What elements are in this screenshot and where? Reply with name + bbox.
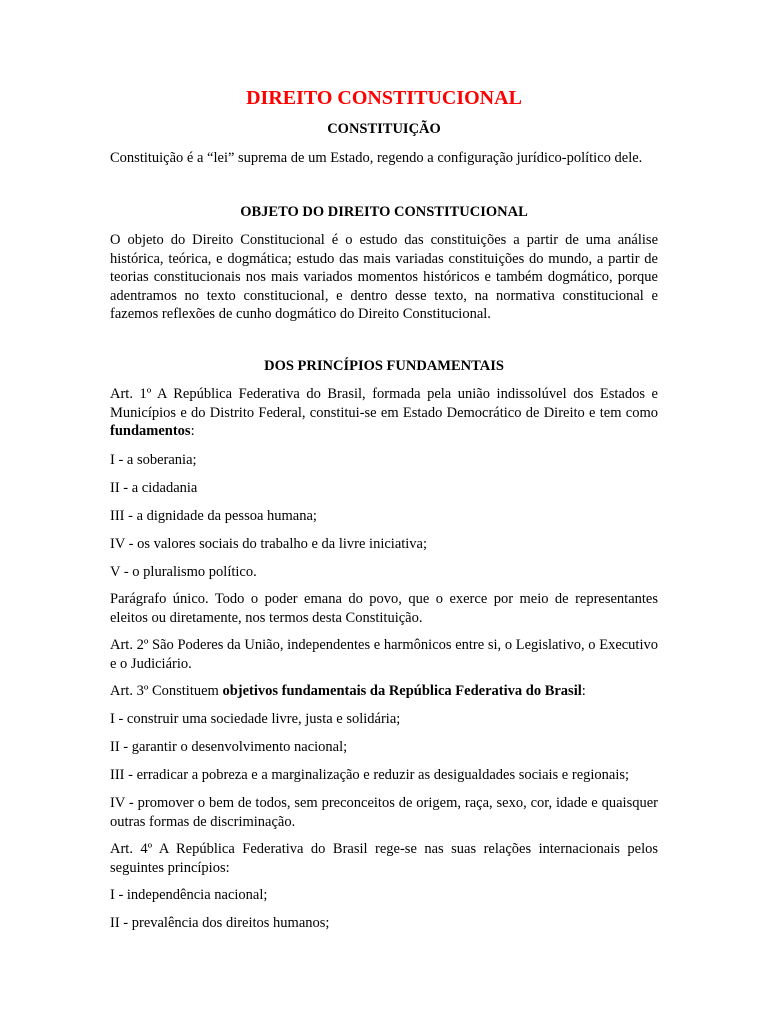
art3-paragraph <box>110 682 658 701</box>
document-title: DIREITO CONSTITUCIONAL <box>246 87 522 109</box>
heading-constituicao: CONSTITUIÇÃO <box>327 121 441 137</box>
heading-objeto: OBJETO DO DIREITO CONSTITUCIONAL <box>240 204 528 220</box>
art4-item-2: II - prevalência dos direitos humanos; <box>110 915 330 931</box>
art3-item-1: I - construir uma sociedade livre, justa e solidária; <box>110 711 401 727</box>
art1-item-3: III - a dignidade da pessoa humana; <box>110 508 317 524</box>
art1-text-after: : <box>190 423 195 439</box>
paragraph-objeto: O objeto do Direito Constitucional é o estudo das constituições a partir de uma análise histórica, teórica, e dogmática; estudo das mais variadas constituições do mundo, a partir de teorias constitucionais nos mais variados momentos históricos e também dogmático, porque adentramos no texto constitucional, e dentro desse texto, na normativa constitucional e fazemos reflexões de cunho dogmático do Direito Constitucional. <box>110 232 658 322</box>
art1-item-4: IV - os valores sociais do trabalho e da livre iniciativa; <box>110 536 428 552</box>
art2-paragraph: Art. 2º São Poderes da União, independentes e harmônicos entre si, o Legislativo, o Executivo e o Judiciário. <box>110 637 658 672</box>
paragraph-constituicao: Constituição é a “lei” suprema de um Estado, regendo a configuração jurídico-político dele. <box>110 150 643 166</box>
heading-principios: DOS PRINCÍPIOS FUNDAMENTAIS <box>264 358 504 374</box>
art3-text: Art. 3º Constituem <box>110 683 223 699</box>
art4-paragraph: Art. 4º A República Federativa do Brasil rege-se nas suas relações internacionais pelos seguintes princípios: <box>110 841 658 876</box>
art1-bold: fundamentos <box>110 423 191 439</box>
art3-item-2: II - garantir o desenvolvimento nacional; <box>110 739 348 755</box>
art1-text: Art. 1º A República Federativa do Brasil, formada pela união indissolúvel dos Estados e Municípios e do Distrito Federal, constitui-se em Estado Democrático de Direito e tem como <box>110 386 658 421</box>
art1-item-1: I - a soberania; <box>110 452 197 468</box>
art3-text-after: : <box>581 683 586 699</box>
art1-paragrafo-unico: Parágrafo único. Todo o poder emana do povo, que o exerce por meio de representantes eleitos ou diretamente, nos termos desta Constituição. <box>110 591 658 626</box>
art1-paragraph <box>110 385 658 441</box>
art3-bold: objetivos fundamentais da República Federativa do Brasil <box>222 683 582 699</box>
art1-item-2: II - a cidadania <box>110 480 198 496</box>
art3-item-4: IV - promover o bem de todos, sem preconceitos de origem, raça, sexo, cor, idade e quaisquer outras formas de discriminação. <box>110 795 658 830</box>
art1-item-5: V - o pluralismo político. <box>110 564 257 580</box>
art4-item-1: I - independência nacional; <box>110 887 268 903</box>
art3-item-3: III - erradicar a pobreza e a marginalização e reduzir as desigualdades sociais e regionais; <box>110 767 630 783</box>
